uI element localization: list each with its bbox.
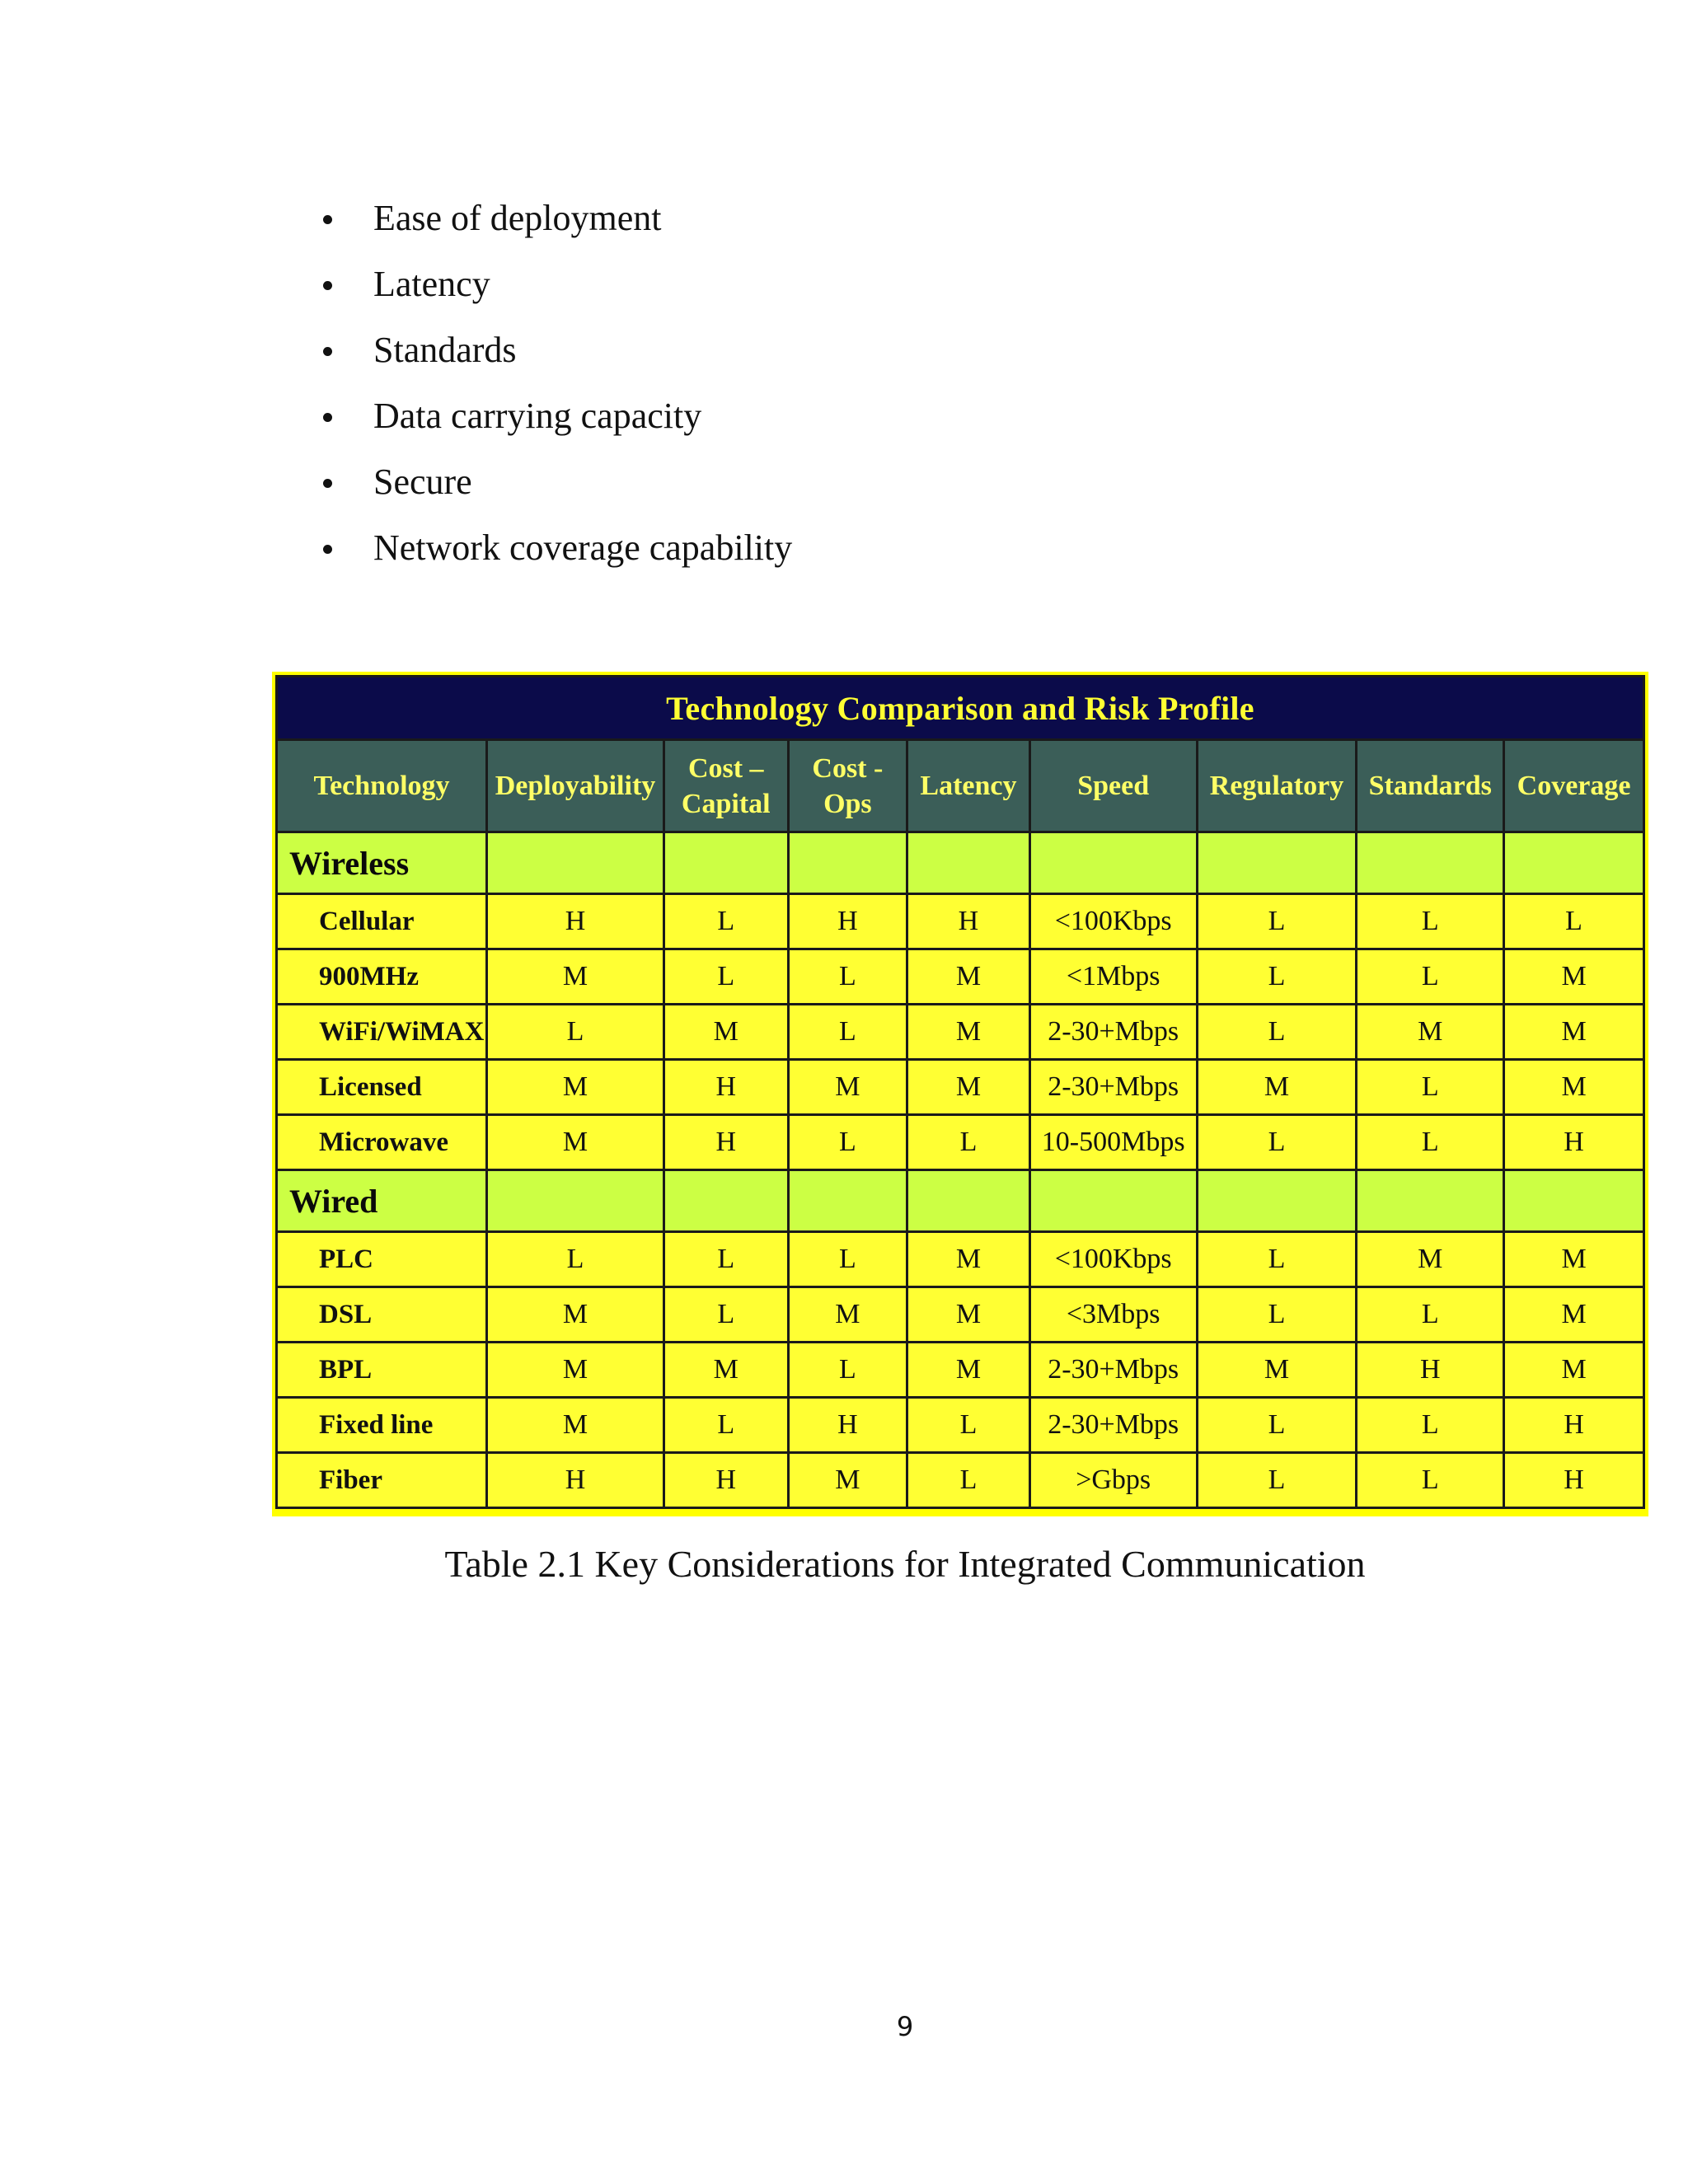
rating-cell: M [1504, 1287, 1644, 1343]
rating-cell: 10-500Mbps [1029, 1115, 1197, 1170]
column-header [907, 740, 1030, 832]
column-header-label: Latency [920, 771, 1017, 801]
column-header-label: Deployability [495, 771, 656, 801]
section-empty-cell [487, 1170, 664, 1232]
rating-cell: L [663, 894, 788, 949]
rating-cell: 2-30+Mbps [1029, 1343, 1197, 1398]
rating-cell: L [788, 1005, 907, 1060]
rating-cell: H [487, 1453, 664, 1508]
rating-cell: M [907, 1343, 1030, 1398]
table-header-row [277, 740, 1644, 832]
rating-cell: <3Mbps [1029, 1287, 1197, 1343]
rating-cell: M [1504, 949, 1644, 1005]
table-row [277, 1453, 1644, 1508]
rating-cell: 2-30+Mbps [1029, 1060, 1197, 1115]
column-header-label: Ops [823, 788, 872, 819]
bullet-text: Data carrying capacity [373, 396, 702, 436]
rating-cell: M [487, 1398, 664, 1453]
column-header-label: Speed [1077, 771, 1150, 801]
rating-cell: M [788, 1453, 907, 1508]
bullet-item [313, 255, 792, 321]
column-header [277, 740, 487, 832]
column-header [1197, 740, 1357, 832]
section-empty-cell [1504, 1170, 1644, 1232]
page-number: 9 [896, 2011, 914, 2042]
table-row [277, 1398, 1644, 1453]
section-empty-cell [663, 832, 788, 894]
technology-cell: Cellular [277, 894, 487, 949]
rating-cell: H [907, 894, 1030, 949]
bullet-dot-icon [323, 215, 332, 224]
bullet-item [313, 190, 792, 255]
section-empty-cell [788, 1170, 907, 1232]
bullet-dot-icon [323, 347, 332, 356]
rating-cell: L [907, 1115, 1030, 1170]
section-empty-cell [907, 832, 1030, 894]
bullet-dot-icon [323, 479, 332, 488]
rating-cell: <100Kbps [1029, 894, 1197, 949]
rating-cell: M [788, 1287, 907, 1343]
rating-cell: M [487, 1343, 664, 1398]
rating-cell: L [663, 949, 788, 1005]
table-row [277, 949, 1644, 1005]
rating-cell: L [788, 949, 907, 1005]
rating-cell: M [1504, 1060, 1644, 1115]
section-empty-cell [1357, 1170, 1504, 1232]
section-label: Wired [277, 1170, 487, 1232]
table-row [277, 1005, 1644, 1060]
rating-cell: H [1504, 1398, 1644, 1453]
rating-cell: M [907, 1287, 1030, 1343]
rating-cell: M [1504, 1005, 1644, 1060]
rating-cell: L [1357, 949, 1504, 1005]
table-row [277, 1343, 1644, 1398]
column-header-label: Technology [313, 771, 450, 801]
rating-cell: M [907, 1232, 1030, 1287]
technology-cell: Fixed line [277, 1398, 487, 1453]
rating-cell: M [1357, 1232, 1504, 1287]
rating-cell: L [1357, 1115, 1504, 1170]
rating-cell: H [487, 894, 664, 949]
column-header-label: Coverage [1517, 771, 1631, 801]
column-header-label: Cost – [687, 752, 764, 784]
table-row [277, 1232, 1644, 1287]
table-title: Technology Comparison and Risk Profile [277, 677, 1644, 740]
section-empty-cell [907, 1170, 1030, 1232]
technology-cell: Microwave [277, 1115, 487, 1170]
rating-cell: M [907, 949, 1030, 1005]
rating-cell: L [1357, 1287, 1504, 1343]
column-header [1504, 740, 1644, 832]
rating-cell: M [1357, 1005, 1504, 1060]
bullet-text: Latency [373, 264, 490, 304]
rating-cell: L [1357, 1453, 1504, 1508]
technology-cell: WiFi/WiMAX [277, 1005, 487, 1060]
section-empty-cell [663, 1170, 788, 1232]
rating-cell: L [1197, 894, 1357, 949]
table-title-row [277, 677, 1644, 740]
rating-cell: L [663, 1232, 788, 1287]
rating-cell: L [1504, 894, 1644, 949]
rating-cell: M [907, 1060, 1030, 1115]
section-row [277, 1170, 1644, 1232]
rating-cell: M [788, 1060, 907, 1115]
column-header-label: Standards [1368, 771, 1492, 801]
rating-cell: M [487, 1115, 664, 1170]
rating-cell: L [1197, 1005, 1357, 1060]
column-header-label: Cost - [812, 752, 884, 784]
column-header [788, 740, 907, 832]
rating-cell: H [1504, 1453, 1644, 1508]
rating-cell: 2-30+Mbps [1029, 1005, 1197, 1060]
table-row [277, 894, 1644, 949]
rating-cell: M [663, 1343, 788, 1398]
bullet-item [313, 387, 792, 453]
rating-cell: L [907, 1453, 1030, 1508]
table-caption: Table 2.1 Key Considerations for Integrated Communication [444, 1543, 1366, 1585]
rating-cell: <1Mbps [1029, 949, 1197, 1005]
column-header-label: Capital [681, 788, 771, 819]
rating-cell: L [1197, 1398, 1357, 1453]
rating-cell: H [788, 1398, 907, 1453]
technology-cell: Licensed [277, 1060, 487, 1115]
rating-cell: L [1197, 1232, 1357, 1287]
section-empty-cell [1197, 1170, 1357, 1232]
bullet-dot-icon [323, 413, 332, 422]
rating-cell: H [663, 1060, 788, 1115]
column-header [663, 740, 788, 832]
rating-cell: L [1197, 1287, 1357, 1343]
bullet-dot-icon [323, 281, 332, 290]
rating-cell: L [1197, 949, 1357, 1005]
rating-cell: 2-30+Mbps [1029, 1398, 1197, 1453]
section-label: Wireless [277, 832, 487, 894]
rating-cell: L [1357, 894, 1504, 949]
rating-cell: H [1504, 1115, 1644, 1170]
section-empty-cell [1504, 832, 1644, 894]
rating-cell: L [788, 1343, 907, 1398]
bullet-text: Network coverage capability [373, 527, 793, 568]
rating-cell: L [663, 1398, 788, 1453]
technology-cell: PLC [277, 1232, 487, 1287]
technology-risk-table [275, 675, 1645, 1509]
bullet-item [313, 321, 792, 387]
bullet-item [313, 453, 792, 519]
rating-cell: L [1357, 1060, 1504, 1115]
column-header-label: Regulatory [1209, 771, 1344, 801]
rating-cell: M [487, 1060, 664, 1115]
rating-cell: L [788, 1115, 907, 1170]
rating-cell: M [1504, 1343, 1644, 1398]
rating-cell: >Gbps [1029, 1453, 1197, 1508]
rating-cell: L [663, 1287, 788, 1343]
technology-cell: Fiber [277, 1453, 487, 1508]
rating-cell: H [663, 1453, 788, 1508]
rating-cell: M [487, 1287, 664, 1343]
risk-table-frame [272, 672, 1648, 1516]
technology-cell: DSL [277, 1287, 487, 1343]
technology-cell: BPL [277, 1343, 487, 1398]
rating-cell: H [788, 894, 907, 949]
column-header [1357, 740, 1504, 832]
bullet-dot-icon [323, 545, 332, 554]
rating-cell: L [907, 1398, 1030, 1453]
bullet-item [313, 519, 792, 585]
rating-cell: L [1197, 1453, 1357, 1508]
bullet-text: Secure [373, 462, 472, 502]
rating-cell: H [1357, 1343, 1504, 1398]
rating-cell: M [1197, 1343, 1357, 1398]
rating-cell: L [788, 1232, 907, 1287]
section-empty-cell [1197, 832, 1357, 894]
section-empty-cell [1357, 832, 1504, 894]
section-empty-cell [487, 832, 664, 894]
rating-cell: <100Kbps [1029, 1232, 1197, 1287]
considerations-list [313, 190, 792, 585]
rating-cell: M [907, 1005, 1030, 1060]
column-header [487, 740, 664, 832]
rating-cell: L [1197, 1115, 1357, 1170]
bullet-text: Ease of deployment [373, 198, 662, 238]
table-row [277, 1287, 1644, 1343]
rating-cell: M [663, 1005, 788, 1060]
bullet-text: Standards [373, 330, 517, 370]
rating-cell: M [487, 949, 664, 1005]
rating-cell: L [487, 1005, 664, 1060]
rating-cell: L [487, 1232, 664, 1287]
section-empty-cell [788, 832, 907, 894]
section-empty-cell [1029, 832, 1197, 894]
rating-cell: M [1197, 1060, 1357, 1115]
rating-cell: H [663, 1115, 788, 1170]
rating-cell: M [1504, 1232, 1644, 1287]
column-header [1029, 740, 1197, 832]
section-row [277, 832, 1644, 894]
technology-cell: 900MHz [277, 949, 487, 1005]
rating-cell: L [1357, 1398, 1504, 1453]
table-row [277, 1060, 1644, 1115]
section-empty-cell [1029, 1170, 1197, 1232]
table-row [277, 1115, 1644, 1170]
